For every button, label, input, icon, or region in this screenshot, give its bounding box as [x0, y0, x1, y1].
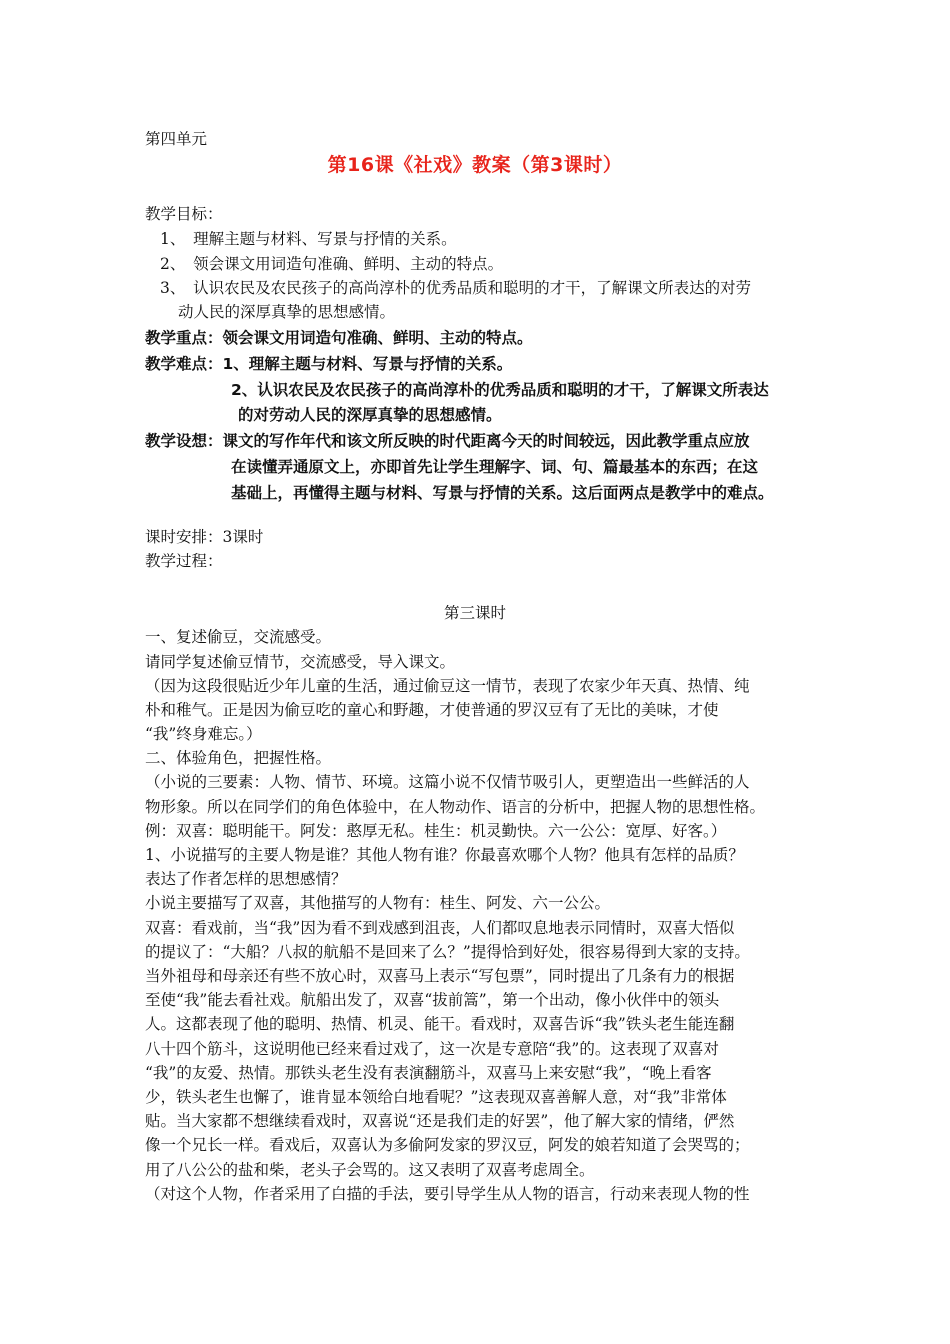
body-line: 物形象。所以在同学们的角色体验中，在人物动作、语言的分析中，把握人物的思想性格。 [145, 798, 766, 816]
objective-item: 1、 理解主题与材料、写景与抒情的关系。 [160, 230, 457, 248]
objective-item: 2、 领会课文用词造句准确、鲜明、主动的特点。 [160, 255, 504, 273]
body-line: 八十四个筋斗，这说明他已经来看过戏了，这一次是专意陪“我”的。这表现了双喜对 [145, 1040, 719, 1058]
body-line: 表达了作者怎样的思想感情？ [145, 870, 347, 888]
body-line: 二、体验角色，把握性格。 [145, 749, 332, 767]
lesson-title: 第三课时 [443, 604, 506, 622]
body-line: 至使“我”能去看社戏。航船出发了，双喜“拔前篙”，第一个出动，像小伙伴中的领头 [145, 991, 720, 1009]
body-line: 例：双喜：聪明能干。阿发：憨厚无私。桂生：机灵勤快。六一公公：宽厚、好客。） [145, 822, 727, 840]
unit-label: 第四单元 [145, 130, 208, 148]
body-line: 人。这都表现了他的聪明、热情、机灵、能干。看戏时，双喜告诉“我”铁头老生能连翻 [145, 1015, 735, 1033]
body-line: （小说的三要素：人物、情节、环境。这篇小说不仅情节吸引人，更塑造出一些鲜活的人 [145, 773, 750, 791]
objective-item: 动人民的深厚真挚的思想感情。 [178, 303, 396, 321]
page-title: 第16课《社戏》教案（第3课时） [327, 154, 623, 176]
difficulty-line: 教学难点：1、理解主题与材料、写景与抒情的关系。 [145, 355, 513, 373]
schedule: 课时安排：3课时 [145, 528, 264, 546]
body-line: （因为这段很贴近少年儿童的生活，通过偷豆这一情节，表现了农家少年天真、热情、纯 [145, 677, 750, 695]
body-line: 贴。当大家都不想继续看戏时，双喜说“还是我们走的好罢”，他了解大家的情绪，俨然 [145, 1112, 735, 1130]
body-line: 1、小说描写的主要人物是谁？其他人物有谁？你最喜欢哪个人物？他具有怎样的品质？ [145, 846, 744, 864]
body-line: 双喜：看戏前，当“我”因为看不到戏感到沮丧，人们都叹息地表示同情时，双喜大悟似 [145, 919, 735, 937]
process-heading: 教学过程： [145, 552, 223, 570]
design-line: 基础上，再懂得主题与材料、写景与抒情的关系。这后面两点是教学中的难点。 [231, 484, 774, 502]
body-line: （对这个人物，作者采用了白描的手法，要引导学生从人物的语言，行动来表现人物的性 [145, 1185, 750, 1203]
objectives-heading: 教学目标： [145, 205, 223, 223]
body-line: “我”终身难忘。） [145, 725, 262, 743]
body-line: 朴和稚气。正是因为偷豆吃的童心和野趣，才使普通的罗汉豆有了无比的美味，才使 [145, 701, 719, 719]
difficulty-line: 2、认识农民及农民孩子的高尚淳朴的优秀品质和聪明的才干，了解课文所表达 [231, 381, 769, 399]
body-line: 的提议了：“大船？八叔的航船不是回来了么？”提得恰到好处，很容易得到大家的支持。 [145, 943, 750, 961]
body-line: 像一个兄长一样。看戏后，双喜认为多偷阿发家的罗汉豆，阿发的娘若知道了会哭骂的； [145, 1136, 750, 1154]
body-line: 请同学复述偷豆情节，交流感受，导入课文。 [145, 653, 456, 671]
body-line: “我”的友爱、热情。那铁头老生没有表演翻筋斗，双喜马上来安慰“我”，“晚上看客 [145, 1064, 712, 1082]
body-line: 小说主要描写了双喜，其他描写的人物有：桂生、阿发、六一公公。 [145, 894, 611, 912]
body-line: 用了八公公的盐和柴，老头子会骂的。这又表明了双喜考虑周全。 [145, 1161, 595, 1179]
key-point: 教学重点：领会课文用词造句准确、鲜明、主动的特点。 [145, 329, 533, 347]
body-line: 一、复述偷豆，交流感受。 [145, 628, 332, 646]
body-line: 当外祖母和母亲还有些不放心时，双喜马上表示“写包票”，同时提出了几条有力的根据 [145, 967, 735, 985]
design-line: 教学设想：课文的写作年代和该文所反映的时代距离今天的时间较远，因此教学重点应放 [145, 432, 750, 450]
difficulty-line: 的对劳动人民的深厚真挚的思想感情。 [238, 406, 502, 424]
objective-item: 3、 认识农民及农民孩子的高尚淳朴的优秀品质和聪明的才干，了解课文所表达的对劳 [160, 279, 752, 297]
design-line: 在读懂弄通原文上，亦即首先让学生理解字、词、句、篇最基本的东西；在这 [231, 458, 759, 476]
body-line: 少，铁头老生也懈了，谁肯显本领给白地看呢？”这表现双喜善解人意，对“我”非常体 [145, 1088, 727, 1106]
